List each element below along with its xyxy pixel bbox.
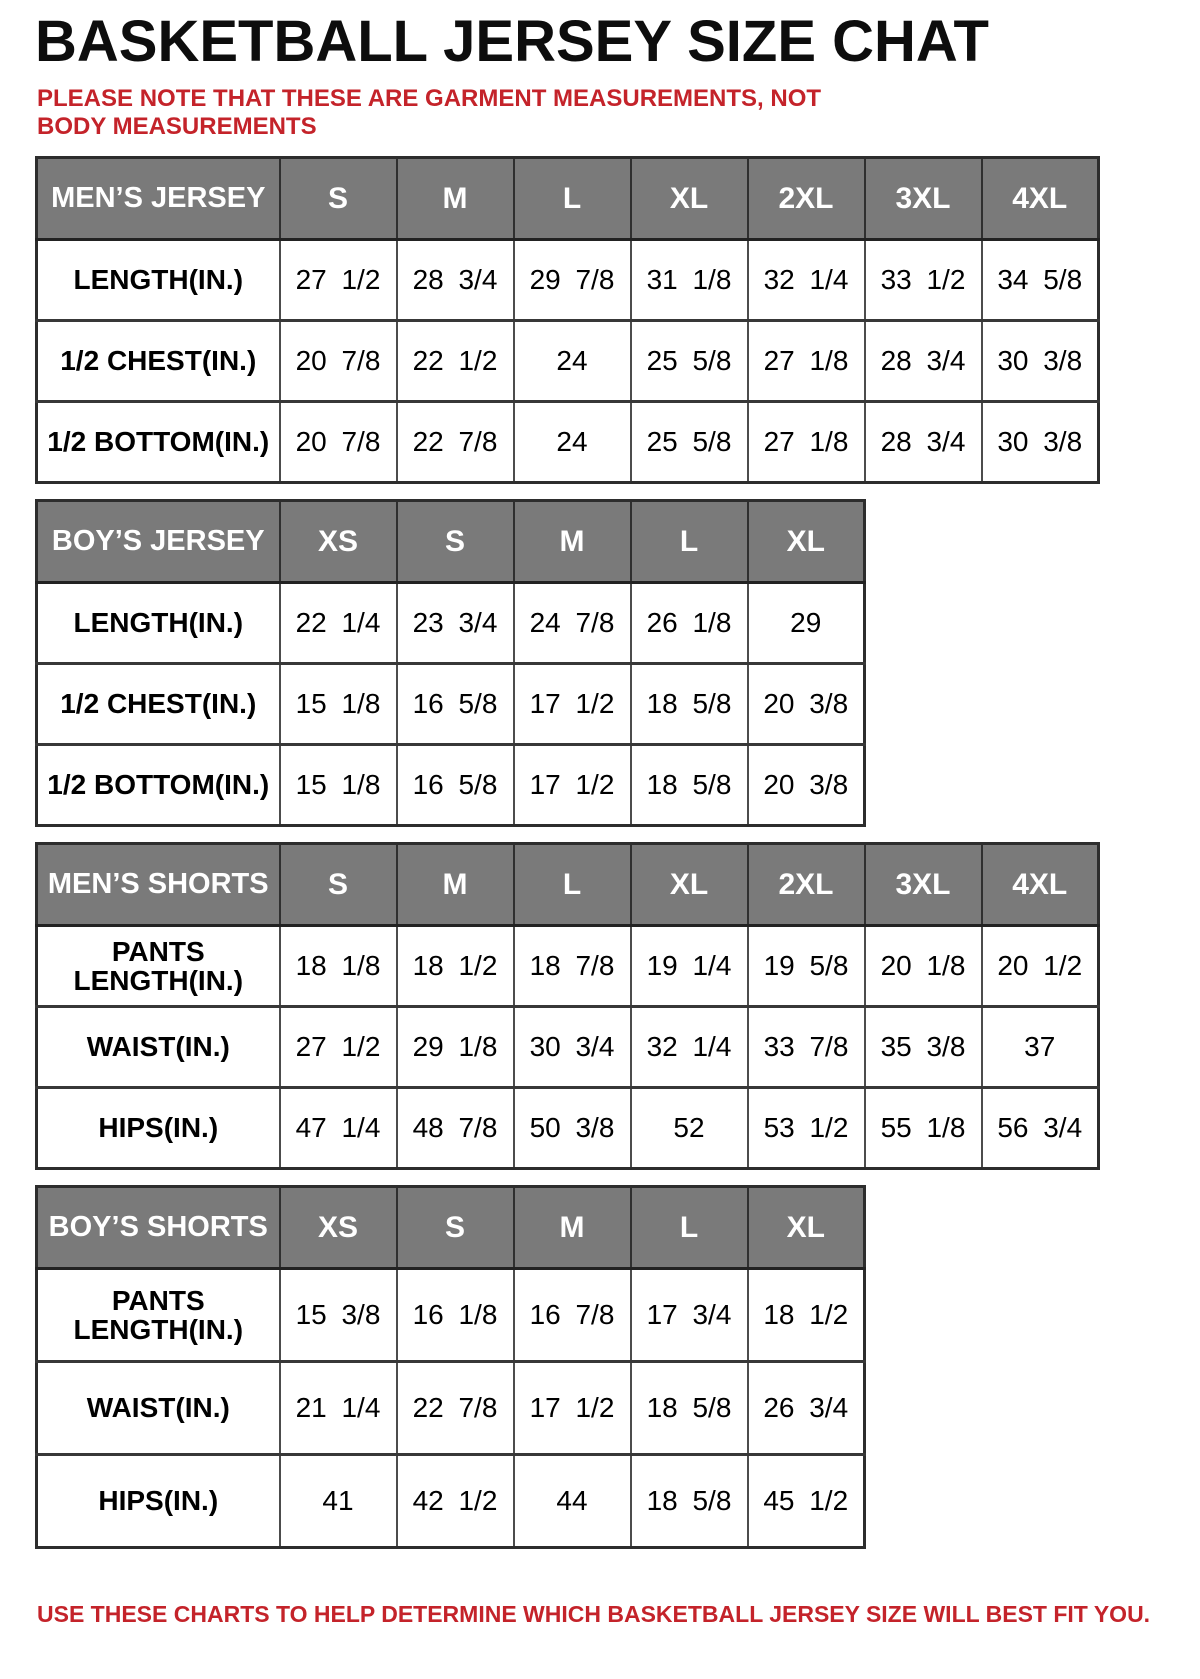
column-header-xl: XL [748, 501, 865, 583]
size-value: 18 1/2 [397, 926, 514, 1007]
size-value: 47 1/4 [280, 1088, 397, 1169]
size-value: 25 5/8 [631, 321, 748, 402]
row-label: HIPS(IN.) [37, 1088, 280, 1169]
size-value: 22 1/2 [397, 321, 514, 402]
size-value: 19 5/8 [748, 926, 865, 1007]
table-title-mens-shorts: MEN’S SHORTS [37, 844, 280, 926]
size-value: 15 3/8 [280, 1269, 397, 1362]
table-title-boys-jersey: BOY’S JERSEY [37, 501, 280, 583]
size-value: 24 [514, 321, 631, 402]
row-label: 1/2 BOTTOM(IN.) [37, 402, 280, 483]
size-value: 15 1/8 [280, 745, 397, 826]
size-value: 41 [280, 1455, 397, 1548]
table-row [37, 240, 1099, 321]
table-row [37, 583, 865, 664]
size-value: 32 1/4 [748, 240, 865, 321]
measurement-note: PLEASE NOTE THAT THESE ARE GARMENT MEASUREMENTS, NOT BODY MEASUREMENTS [37, 84, 822, 140]
column-header-s: S [280, 158, 397, 240]
size-value: 17 1/2 [514, 745, 631, 826]
size-value: 18 5/8 [631, 664, 748, 745]
size-value: 33 7/8 [748, 1007, 865, 1088]
size-value: 22 7/8 [397, 1362, 514, 1455]
table-row [37, 321, 1099, 402]
size-value: 20 7/8 [280, 321, 397, 402]
fit-note: USE THESE CHARTS TO HELP DETERMINE WHICH BASKETBALL JERSEY SIZE WILL BEST FIT YOU. [37, 1601, 1151, 1628]
row-label: LENGTH(IN.) [37, 240, 280, 321]
size-table-boys-jersey [35, 499, 866, 827]
column-header-m: M [397, 844, 514, 926]
size-value: 27 1/8 [748, 321, 865, 402]
size-value: 27 1/2 [280, 1007, 397, 1088]
size-value: 18 1/8 [280, 926, 397, 1007]
column-header-xs: XS [280, 501, 397, 583]
size-value: 23 3/4 [397, 583, 514, 664]
size-value: 29 7/8 [514, 240, 631, 321]
size-value: 56 3/4 [982, 1088, 1099, 1169]
row-label: HIPS(IN.) [37, 1455, 280, 1548]
size-value: 52 [631, 1088, 748, 1169]
column-header-m: M [514, 501, 631, 583]
size-value: 34 5/8 [982, 240, 1099, 321]
column-header-3xl: 3XL [865, 158, 982, 240]
size-value: 19 1/4 [631, 926, 748, 1007]
size-value: 17 1/2 [514, 1362, 631, 1455]
size-value: 24 [514, 402, 631, 483]
size-value: 45 1/2 [748, 1455, 865, 1548]
column-header-s: S [397, 501, 514, 583]
size-value: 18 1/2 [748, 1269, 865, 1362]
column-header-3xl: 3XL [865, 844, 982, 926]
column-header-l: L [514, 844, 631, 926]
column-header-xs: XS [280, 1187, 397, 1269]
table-row [37, 402, 1099, 483]
column-header-m: M [397, 158, 514, 240]
column-header-l: L [514, 158, 631, 240]
size-value: 33 1/2 [865, 240, 982, 321]
page-title: BASKETBALL JERSEY SIZE CHAT [35, 9, 989, 74]
table-row [37, 1088, 1099, 1169]
size-table-mens-shorts [35, 842, 1100, 1170]
size-value: 20 1/2 [982, 926, 1099, 1007]
row-label: WAIST(IN.) [37, 1362, 280, 1455]
size-value: 28 3/4 [397, 240, 514, 321]
table-row [37, 1362, 865, 1455]
size-value: 48 7/8 [397, 1088, 514, 1169]
size-value: 30 3/8 [982, 321, 1099, 402]
column-header-s: S [397, 1187, 514, 1269]
size-value: 22 7/8 [397, 402, 514, 483]
size-value: 35 3/8 [865, 1007, 982, 1088]
size-value: 16 1/8 [397, 1269, 514, 1362]
size-value: 50 3/8 [514, 1088, 631, 1169]
row-label: LENGTH(IN.) [37, 583, 280, 664]
column-header-4xl: 4XL [982, 844, 1099, 926]
table-row [37, 664, 865, 745]
size-value: 44 [514, 1455, 631, 1548]
size-value: 26 3/4 [748, 1362, 865, 1455]
column-header-m: M [514, 1187, 631, 1269]
table-row [37, 926, 1099, 1007]
header-row [37, 844, 1099, 926]
column-header-xl: XL [748, 1187, 865, 1269]
size-value: 20 3/8 [748, 745, 865, 826]
size-value: 55 1/8 [865, 1088, 982, 1169]
table-title-mens-jersey: MEN’S JERSEY [37, 158, 280, 240]
size-value: 20 3/8 [748, 664, 865, 745]
size-value: 16 5/8 [397, 664, 514, 745]
column-header-l: L [631, 1187, 748, 1269]
column-header-s: S [280, 844, 397, 926]
size-table-mens-jersey [35, 156, 1100, 484]
size-value: 27 1/8 [748, 402, 865, 483]
column-header-2xl: 2XL [748, 844, 865, 926]
table-row [37, 1007, 1099, 1088]
size-value: 25 5/8 [631, 402, 748, 483]
column-header-2xl: 2XL [748, 158, 865, 240]
size-value: 15 1/8 [280, 664, 397, 745]
size-value: 28 3/4 [865, 402, 982, 483]
size-value: 29 1/8 [397, 1007, 514, 1088]
column-header-xl: XL [631, 158, 748, 240]
size-value: 18 5/8 [631, 1362, 748, 1455]
size-value: 29 [748, 583, 865, 664]
size-value: 24 7/8 [514, 583, 631, 664]
column-header-l: L [631, 501, 748, 583]
size-value: 16 5/8 [397, 745, 514, 826]
table-title-boys-shorts: BOY’S SHORTS [37, 1187, 280, 1269]
size-value: 31 1/8 [631, 240, 748, 321]
table-row [37, 1269, 865, 1362]
size-value: 32 1/4 [631, 1007, 748, 1088]
row-label: 1/2 BOTTOM(IN.) [37, 745, 280, 826]
row-label: 1/2 CHEST(IN.) [37, 321, 280, 402]
size-value: 30 3/4 [514, 1007, 631, 1088]
size-value: 28 3/4 [865, 321, 982, 402]
size-value: 20 7/8 [280, 402, 397, 483]
column-header-4xl: 4XL [982, 158, 1099, 240]
size-value: 53 1/2 [748, 1088, 865, 1169]
tables [35, 156, 1165, 1549]
size-value: 18 7/8 [514, 926, 631, 1007]
column-header-xl: XL [631, 844, 748, 926]
table-row [37, 745, 865, 826]
size-value: 26 1/8 [631, 583, 748, 664]
header-row [37, 501, 865, 583]
size-value: 17 3/4 [631, 1269, 748, 1362]
row-label: PANTS LENGTH(IN.) [37, 926, 280, 1007]
size-value: 21 1/4 [280, 1362, 397, 1455]
size-value: 30 3/8 [982, 402, 1099, 483]
size-value: 20 1/8 [865, 926, 982, 1007]
row-label: 1/2 CHEST(IN.) [37, 664, 280, 745]
size-value: 18 5/8 [631, 745, 748, 826]
row-label: PANTS LENGTH(IN.) [37, 1269, 280, 1362]
table-row [37, 1455, 865, 1548]
size-table-boys-shorts [35, 1185, 866, 1549]
size-value: 42 1/2 [397, 1455, 514, 1548]
size-value: 22 1/4 [280, 583, 397, 664]
size-value: 17 1/2 [514, 664, 631, 745]
size-value: 16 7/8 [514, 1269, 631, 1362]
header-row [37, 158, 1099, 240]
size-value: 18 5/8 [631, 1455, 748, 1548]
size-value: 27 1/2 [280, 240, 397, 321]
header-row [37, 1187, 865, 1269]
row-label: WAIST(IN.) [37, 1007, 280, 1088]
size-value: 37 [982, 1007, 1099, 1088]
